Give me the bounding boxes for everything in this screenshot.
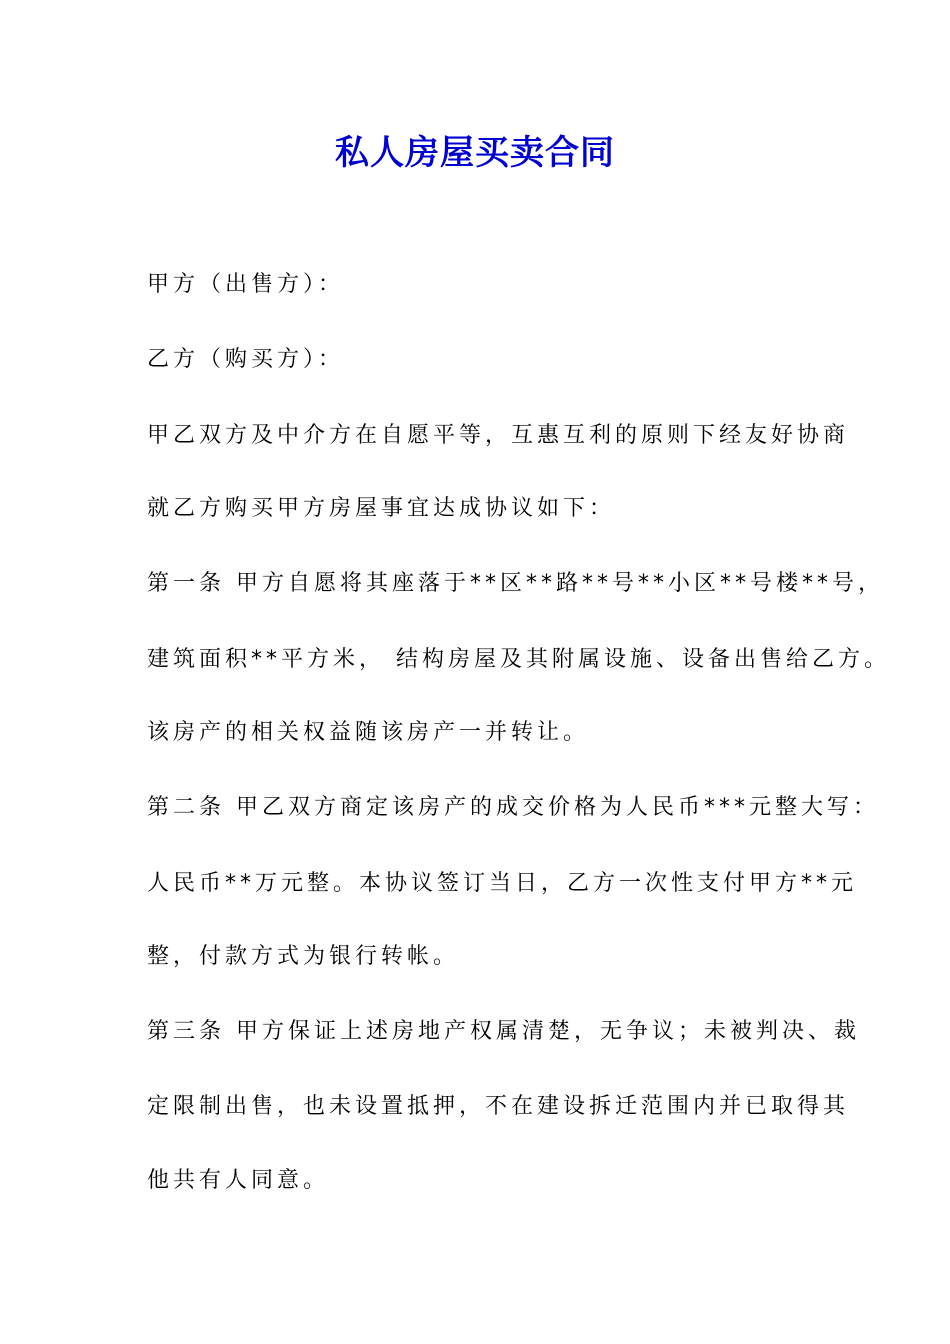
article-3-line-3: 他共有人同意。 (147, 1168, 330, 1193)
article-2-line-1: 第二条 甲乙双方商定该房产的成交价格为人民币***元整大写： (147, 795, 879, 820)
party-a-line: 甲方（出售方）： (147, 272, 345, 297)
preamble-line-1: 甲乙双方及中介方在自愿平等，互惠互利的原则下经友好协商 (147, 423, 850, 448)
article-2-line-3: 整，付款方式为银行转帐。 (147, 944, 460, 969)
article-2-line-2: 人民币**万元整。本协议签订当日，乙方一次性支付甲方**元 (147, 871, 858, 896)
article-1-line-2: 建筑面积**平方米， 结构房屋及其附属设施、设备出售给乙方。 (147, 647, 890, 672)
party-b-line: 乙方（购买方）： (147, 347, 345, 372)
article-1-line-1: 第一条 甲方自愿将其座落于**区**路**号**小区**号楼**号， (147, 571, 884, 596)
article-3-line-1: 第三条 甲方保证上述房地产权属清楚，无争议；未被判决、裁 (147, 1019, 860, 1044)
document-title: 私人房屋买卖合同 (335, 133, 615, 173)
preamble-line-2: 就乙方购买甲方房屋事宜达成协议如下： (147, 496, 616, 521)
article-1-line-3: 该房产的相关权益随该房产一并转让。 (147, 720, 590, 745)
article-3-line-2: 定限制出售，也未设置抵押，不在建设拆迁范围内并已取得其 (147, 1094, 850, 1119)
